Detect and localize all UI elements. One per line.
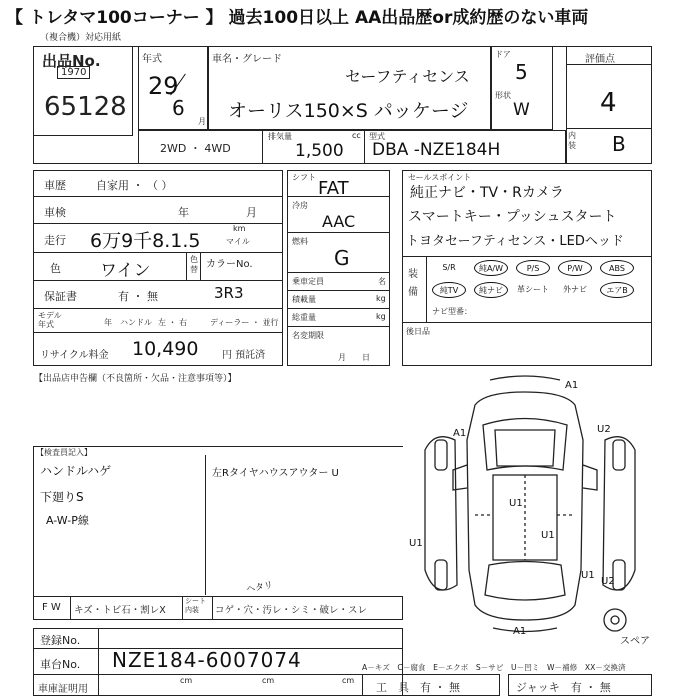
report-label: 【出品店申告欄（不良箇所・欠品・注意事項等）】	[34, 374, 237, 384]
car-name-line2: オーリス150×S パッケージ	[228, 100, 469, 122]
equipment-item: エアB	[600, 282, 634, 298]
header-title: 【 トレタマ100コーナー 】 過去100日以上 AA出品歴or成約歴のない車両	[6, 8, 589, 28]
shape-label: 形状	[495, 91, 511, 100]
sales-line1: 純正ナビ・TV・Rカメラ	[410, 185, 564, 201]
door-label: ドア	[495, 50, 511, 59]
capacity-label: 乗車定員	[292, 277, 324, 286]
recycle-unit: 円 預託済	[222, 350, 266, 361]
warranty-label: 保証書	[44, 290, 77, 303]
inspection-label: 車検	[44, 206, 66, 219]
seat-label: シート内装	[185, 597, 206, 614]
cert-label: 車庫証明用	[38, 684, 88, 695]
lot-code: 1970	[57, 66, 90, 79]
equipment-label: 装備	[408, 269, 418, 298]
header-bar	[0, 0, 700, 30]
score-value: 4	[600, 88, 617, 118]
handle-value: 左 ・ 右	[158, 318, 188, 327]
year-value: 29	[148, 72, 179, 100]
damage-mark: A1	[565, 380, 579, 391]
seat-handwritten-note: ヘタリ	[245, 580, 274, 596]
gross-unit: kg	[376, 312, 386, 321]
door-value: 5	[515, 60, 528, 84]
inspector-note-1: ハンドルハゲ	[40, 464, 112, 478]
year-label: 年式	[142, 54, 162, 65]
gross-label: 総重量	[292, 313, 316, 322]
fw-label: F W	[42, 602, 61, 613]
displacement-label: 排気量	[268, 132, 292, 141]
equipment-item: P/S	[516, 260, 550, 276]
color-change-label: 色替	[190, 255, 198, 274]
load-label: 積載量	[292, 295, 316, 304]
equipment-item: 純A/W	[474, 260, 508, 276]
sub-note: （複合機）対応用紙	[40, 33, 122, 43]
month-value: 6	[172, 96, 185, 120]
registration-label: 登録No.	[40, 634, 81, 647]
fuel-label: 燃料	[292, 237, 308, 246]
sales-line2: スマートキー・プッシュスタート	[408, 209, 617, 225]
equipment-grid	[428, 258, 650, 302]
aftermarket-label: 後日品	[406, 327, 430, 336]
chassis-label: 車台No.	[40, 658, 81, 671]
capacity-unit: 名	[378, 277, 386, 286]
mileage-value: 6万9千8.1.5	[90, 230, 201, 252]
mileage-unit-km: km	[233, 224, 246, 233]
ac-value: AAC	[322, 212, 356, 231]
model-label: モデル年式	[38, 311, 62, 329]
fuel-value: G	[334, 246, 350, 270]
equipment-item: S/R	[442, 263, 456, 272]
reg-change-label: 名変期限	[292, 331, 324, 340]
damage-mark: U2	[601, 576, 615, 587]
shift-value: FAT	[318, 178, 349, 199]
reg-change-unit: 月 日	[338, 353, 370, 362]
car-name-label: 車名・グレード	[212, 54, 282, 65]
lot-label: 出品No.	[42, 52, 101, 70]
warranty-note: 3R3	[214, 284, 244, 302]
history-value: 自家用 ・ （ ）	[96, 179, 173, 192]
inspection-year: 年	[178, 206, 189, 219]
equipment-item: 純ナビ	[474, 282, 508, 298]
equipment-item: 純TV	[432, 282, 466, 298]
load-unit: kg	[376, 294, 386, 303]
legend: A－キズ C－腐食 E－エクボ S－サビ U－凹ミ W－補修 XX－交換済	[362, 663, 626, 672]
month-unit: 月	[198, 117, 206, 126]
inspector-note-2: 下廻りS	[40, 490, 84, 504]
fw-defects: キズ・トビ石・割レX	[74, 605, 166, 616]
spare-label: スペア	[620, 636, 650, 647]
recycle-label: リサイクル料金	[40, 350, 109, 361]
mileage-unit-mile: マイル	[226, 237, 250, 246]
damage-mark: U1	[541, 530, 555, 541]
inspector-note-right: 左Rタイヤハウスアウター U	[212, 468, 339, 479]
jack-label: ジャッキ 有 ・ 無	[516, 681, 611, 694]
dealer-label: ディーラー ・ 並行	[210, 318, 279, 327]
equipment-item: ABS	[600, 260, 634, 276]
inspection-month: 月	[246, 206, 257, 219]
damage-mark: A1	[513, 626, 527, 637]
equipment-item: 外ナビ	[563, 285, 587, 294]
chassis-value: NZE184-6007074	[112, 648, 302, 672]
damage-mark: U1	[409, 538, 423, 549]
model-type-value: DBA -NZE184H	[372, 140, 501, 160]
color-value: ワイン	[100, 261, 151, 281]
score-label: 評価点	[585, 54, 615, 65]
tools-label: 工 具 有 ・ 無	[376, 681, 460, 694]
model-type-label: 型式	[369, 132, 385, 141]
damage-mark: U1	[581, 570, 595, 581]
history-label: 車歴	[44, 179, 66, 192]
inspector-label: 【検査員記入】	[36, 448, 92, 457]
displacement-unit: cc	[352, 131, 361, 140]
shape-value: W	[513, 100, 530, 120]
mileage-label: 走行	[44, 234, 66, 247]
cert-cm-2: cm	[262, 676, 275, 685]
color-no-label: カラーNo.	[206, 259, 253, 270]
inspector-note-3: A-W-P線	[46, 514, 89, 527]
recycle-value: 10,490	[132, 338, 199, 360]
interior-label: 内装	[568, 131, 576, 150]
lot-number: 65128	[44, 92, 127, 122]
damage-mark: U1	[509, 498, 523, 509]
color-label: 色	[50, 262, 61, 275]
cert-cm-3: cm	[342, 676, 355, 685]
ac-label: 冷房	[292, 201, 308, 210]
equipment-item: 革シート	[517, 285, 549, 294]
warranty-value: 有 ・ 無	[118, 290, 158, 303]
sales-label: セールスポイント	[408, 173, 472, 182]
damage-mark: U2	[597, 424, 611, 435]
displacement-value: 1,500	[295, 141, 344, 161]
seat-defects: コゲ・穴・汚レ・シミ・破レ・スレ	[215, 605, 368, 616]
handle-label: ハンドル	[120, 318, 152, 327]
sales-line3: トヨタセーフティセンス・LEDヘッド	[406, 234, 624, 249]
drive-label: 2WD ・ 4WD	[160, 142, 231, 155]
cert-cm-1: cm	[180, 676, 193, 685]
model-year-unit: 年	[104, 318, 112, 327]
equipment-item: P/W	[558, 260, 592, 276]
diagram-marks	[405, 370, 655, 640]
navi-label: ナビ型番：	[432, 307, 472, 316]
shift-label: シフト	[292, 173, 316, 182]
interior-value: B	[612, 132, 626, 156]
damage-mark: A1	[453, 428, 467, 439]
car-name-line1: セーフティセンス	[345, 67, 470, 86]
